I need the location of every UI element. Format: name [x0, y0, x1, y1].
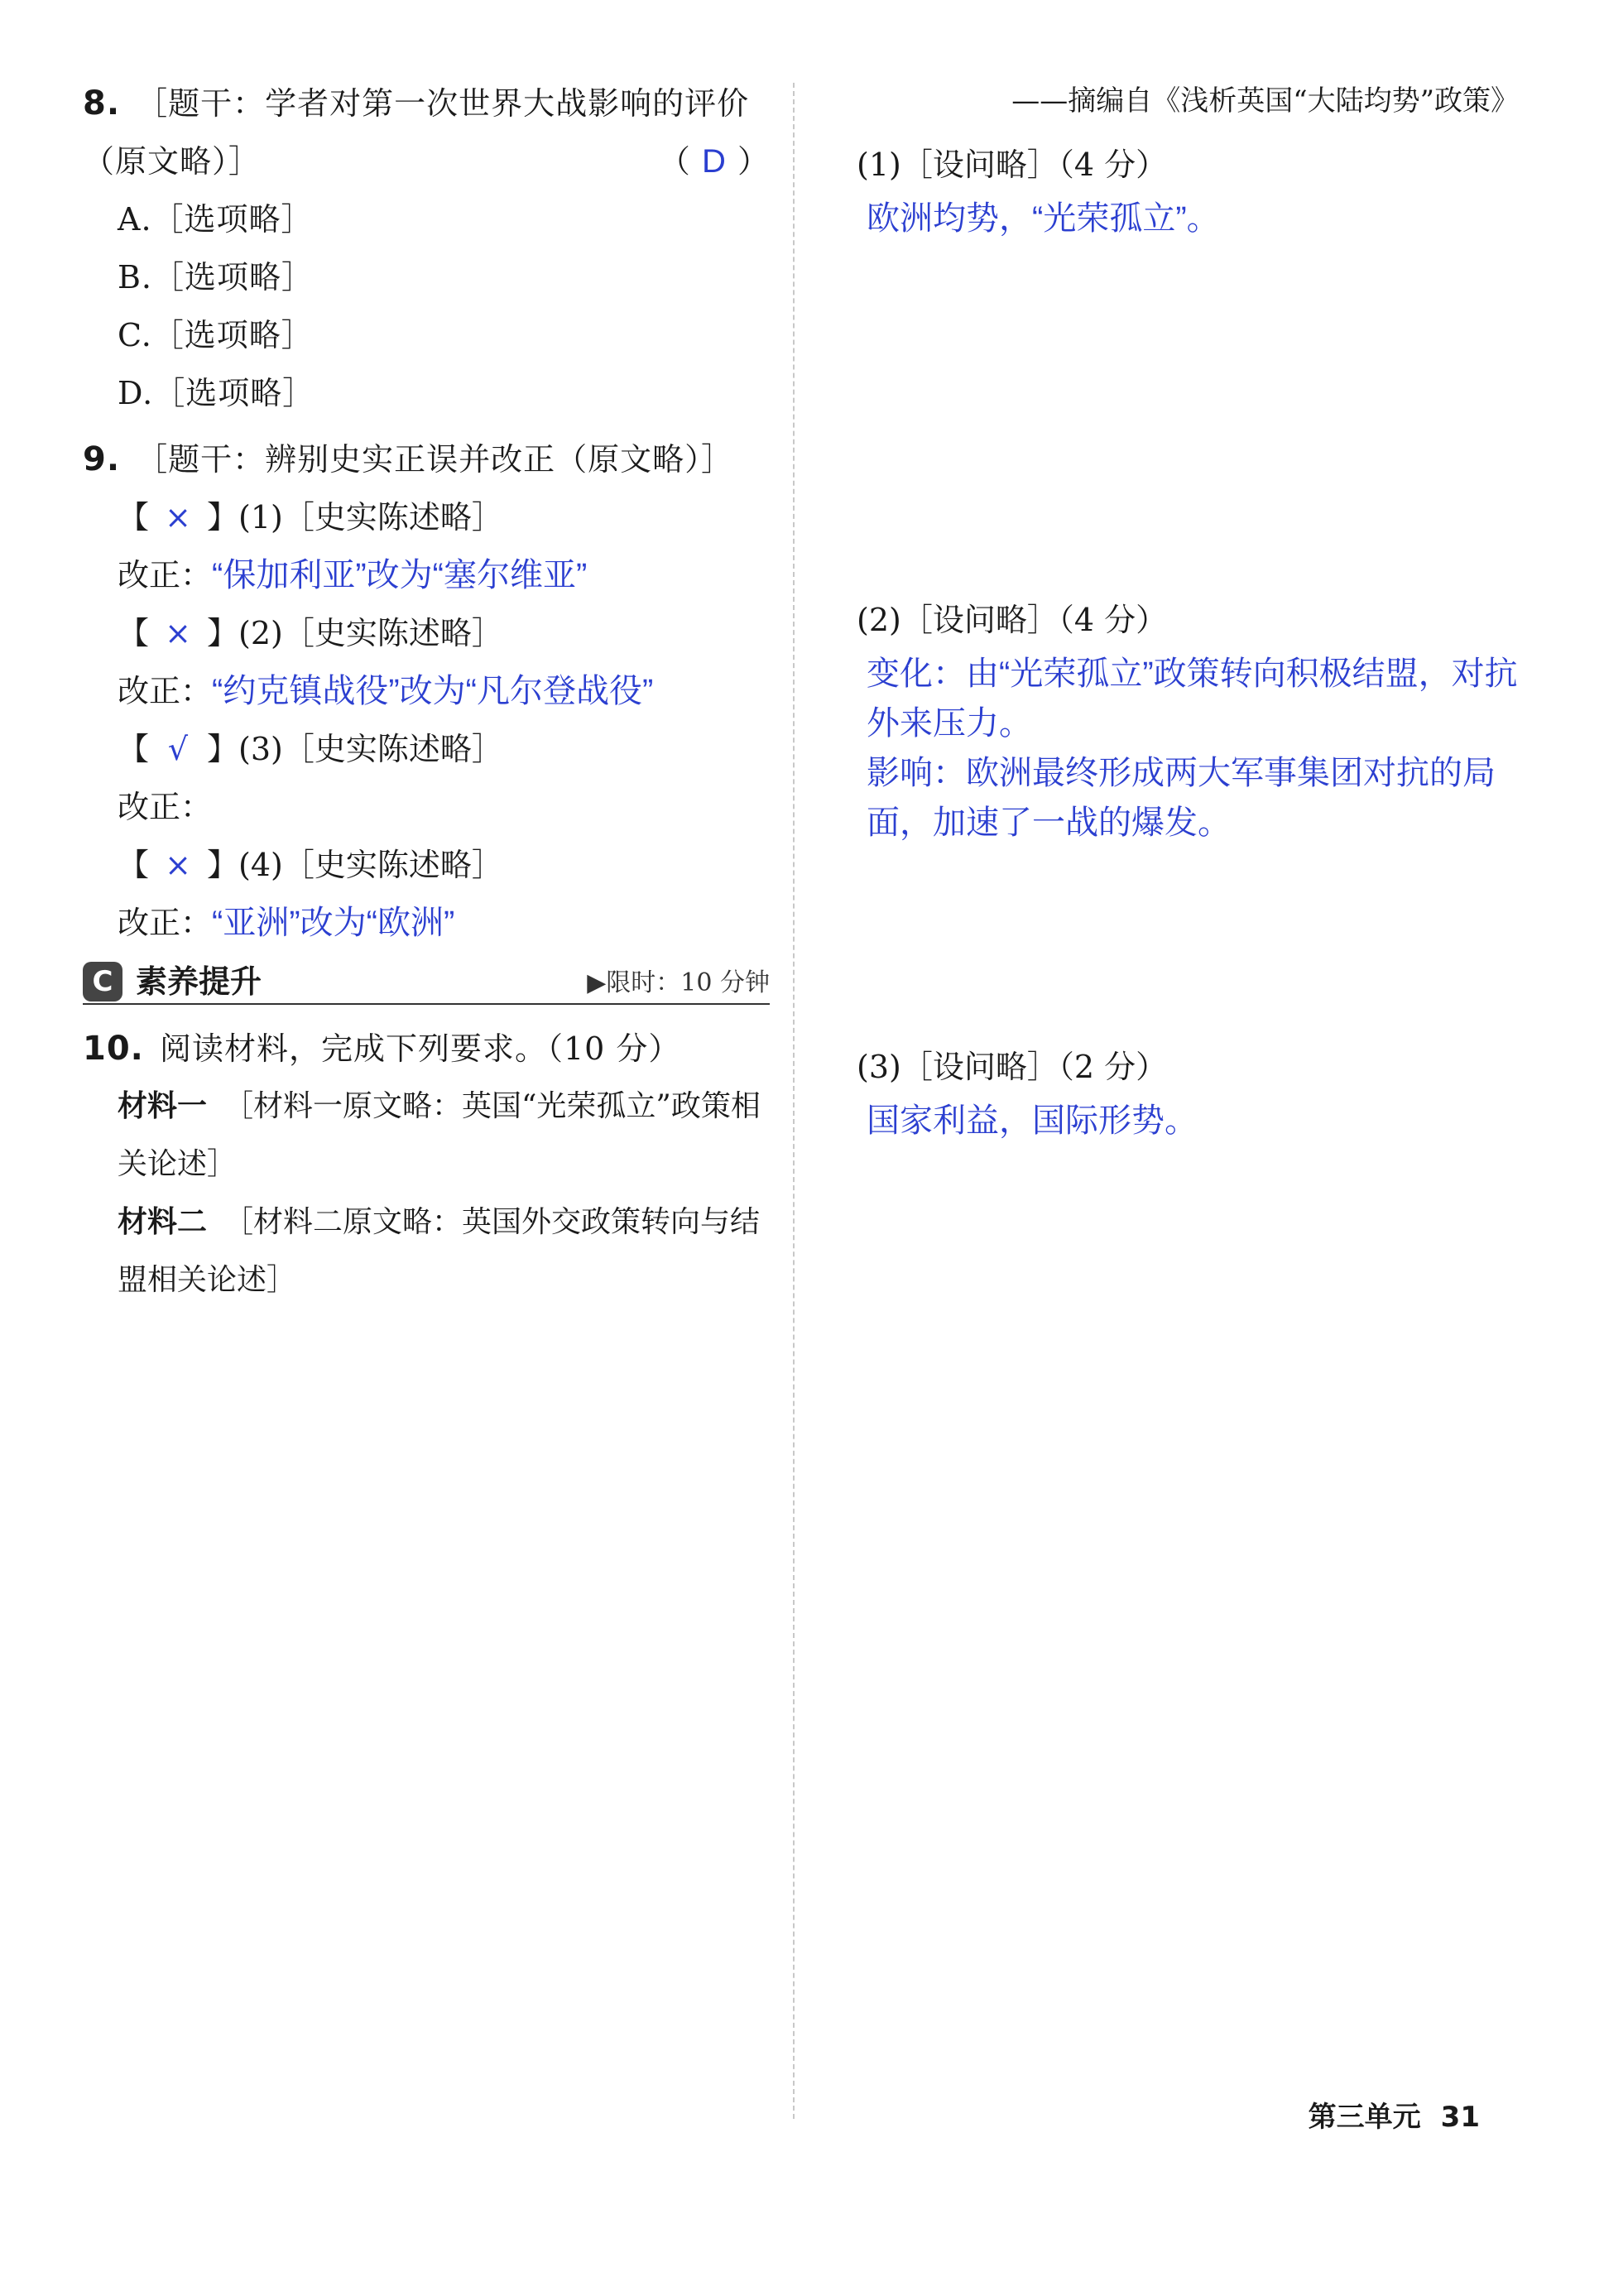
material-source: ——摘编自《浅析英国“大陆均势”政策》 — [1011, 84, 1519, 118]
sub-question-2-points: （4 分） — [1058, 602, 1168, 638]
question-9-item-4-mark: × — [165, 847, 191, 883]
section-c-time-limit: ▶限时：10 分钟 — [587, 968, 770, 997]
question-8-option-d: D.［选项略］ — [118, 375, 315, 411]
section-c-header — [83, 960, 770, 1005]
unit-label: 第三单元 — [1308, 2101, 1421, 2134]
question-9-item-3-mark: √ — [167, 731, 189, 767]
question-10-stem: 阅读材料，完成下列要求。（10 分） — [159, 1030, 681, 1067]
sub-question-2-answer-impact: 影响：欧洲最终形成两大军事集团对抗的局面，加速了一战的爆发。 — [867, 755, 1496, 841]
material-1-text: ［材料一原文略：英国“光荣孤立”政策相关论述］ — [118, 1089, 761, 1181]
sub-question-3-answer: 国家利益，国际形势。 — [867, 1102, 1198, 1139]
correction-label: 改正： — [118, 557, 213, 593]
material-2-text: ［材料二原文略：英国外交政策转向与结盟相关论述］ — [118, 1205, 761, 1297]
question-9-item-4: 【 × 】(4)［史实陈述略］ — [83, 836, 770, 894]
question-9-item-3-fix-row — [83, 778, 770, 836]
sub-question-1-points: （4 分） — [1058, 147, 1168, 183]
question-8-answer: D — [702, 143, 727, 180]
sub-question-1 — [857, 136, 1519, 243]
material-2-label: 材料二 — [118, 1205, 208, 1239]
question-9-item-3-text: (3)［史实陈述略］ — [238, 731, 503, 767]
question-8 — [83, 74, 770, 422]
question-9-item-2: 【 × 】(2)［史实陈述略］ — [83, 604, 770, 662]
material-2 — [83, 1194, 770, 1309]
question-9-item-2-text: (2)［史实陈述略］ — [238, 615, 503, 651]
question-8-option-b: B.［选项略］ — [118, 259, 315, 295]
material-1-label: 材料一 — [118, 1089, 208, 1123]
page-footer — [1309, 2094, 1480, 2135]
left-column — [83, 74, 770, 1309]
question-9-number: 9. — [83, 440, 121, 478]
question-9-item-4-fix-row — [83, 894, 770, 952]
question-9-stem: ［题干：辨别史实正误并改正（原文略）］ — [136, 441, 734, 478]
question-9-item-1-fix: “保加利亚”改为“塞尔维亚” — [212, 557, 588, 593]
question-9-item-2-mark: × — [165, 615, 191, 651]
question-8-option-c: C.［选项略］ — [118, 317, 314, 353]
sub-question-2-answer-change: 变化：由“光荣孤立”政策转向积极结盟，对抗外来压力。 — [867, 656, 1518, 742]
right-column — [857, 74, 1519, 1146]
correction-label: 改正： — [118, 673, 213, 709]
question-9-item-2-fix: “约克镇战役”改为“凡尔登战役” — [212, 673, 654, 709]
question-8-stem: ［题干：学者对第一次世界大战影响的评价（原文略）］ — [83, 85, 750, 180]
question-8-option-a: A.［选项略］ — [118, 201, 314, 238]
question-9-item-3: 【 √ 】(3)［史实陈述略］ — [83, 720, 770, 778]
section-c-badge: C — [83, 962, 122, 1001]
sub-question-2 — [857, 591, 1519, 848]
question-9-item-4-fix: “亚洲”改为“欧洲” — [212, 905, 455, 941]
question-9-item-2-fix-row — [83, 662, 770, 720]
correction-label: 改正： — [118, 905, 213, 941]
sub-question-2-prompt: (2)［设问略］ — [857, 602, 1059, 638]
question-9 — [83, 430, 770, 952]
sub-question-1-answer: 欧洲均势，“光荣孤立”。 — [867, 200, 1220, 237]
question-9-item-1-fix-row — [83, 546, 770, 604]
question-9-item-1-text: (1)［史实陈述略］ — [238, 499, 503, 536]
question-8-answer-bracket: （ D ） — [658, 143, 770, 180]
sub-question-3-prompt: (3)［设问略］ — [857, 1049, 1059, 1085]
sub-question-3 — [857, 1038, 1519, 1146]
correction-label: 改正： — [118, 789, 213, 825]
section-c-title: 素养提升 — [136, 963, 262, 1000]
question-9-item-1: 【 × 】(1)［史实陈述略］ — [83, 488, 770, 546]
question-10-left — [83, 1020, 770, 1309]
page-number: 31 — [1440, 2101, 1480, 2134]
question-10-number: 10. — [83, 1030, 144, 1068]
question-9-item-4-text: (4)［史实陈述略］ — [238, 847, 503, 883]
sub-question-1-prompt: (1)［设问略］ — [857, 147, 1059, 183]
column-divider — [793, 83, 795, 2119]
question-8-number: 8. — [83, 84, 121, 122]
question-9-item-1-mark: × — [165, 499, 191, 536]
sub-question-3-points: （2 分） — [1058, 1049, 1168, 1085]
material-1 — [83, 1078, 770, 1194]
